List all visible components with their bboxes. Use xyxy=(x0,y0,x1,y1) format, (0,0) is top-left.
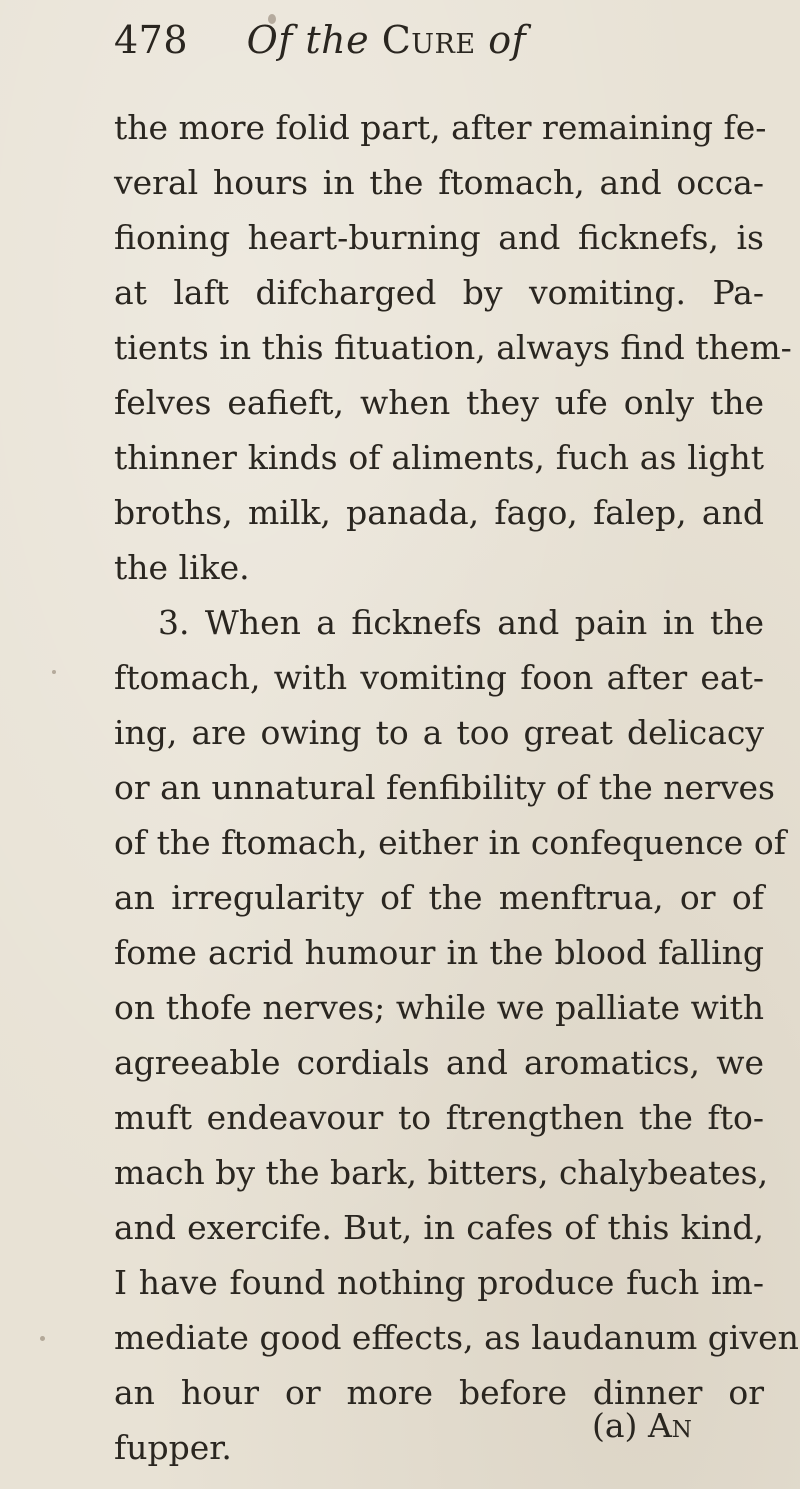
paper-spot xyxy=(52,670,56,674)
text-line: tients in this fituation, always find them- xyxy=(114,328,792,367)
running-title-prefix: Of the xyxy=(246,18,370,62)
text-line: thinner kinds of aliments, fuch as light xyxy=(114,438,764,477)
paper-spot xyxy=(268,14,276,24)
text-line: and exercife. But, in cafes of this kind, xyxy=(114,1208,764,1247)
footnote-marker: (a) xyxy=(592,1406,638,1445)
text-line: felves eafieft, when they ufe only the xyxy=(114,383,764,422)
paragraph-start-line: 3. When a ficknefs and pain in the xyxy=(158,603,764,642)
text-line: I have found nothing produce fuch im- xyxy=(114,1263,764,1302)
text-line: the like. xyxy=(114,548,250,587)
text-line: at laft difcharged by vomiting. Pa- xyxy=(114,273,764,312)
text-line: an irregularity of the menftrua, or of xyxy=(114,878,764,917)
page-number: 478 xyxy=(114,18,189,62)
text-line: of the ftomach, either in confequence of xyxy=(114,823,786,862)
text-line: mach by the bark, bitters, chalybeates, xyxy=(114,1153,769,1192)
text-line: on thofe nerves; while we palliate with xyxy=(114,988,764,1027)
text-line: ing, are owing to a too great delicacy xyxy=(114,713,764,752)
text-line: agreeable cordials and aromatics, we xyxy=(114,1043,764,1082)
catchword xyxy=(592,1406,692,1445)
text-line: an hour or more before dinner or xyxy=(114,1373,764,1412)
paper-spot xyxy=(40,1336,45,1341)
text-line: mediate good effects, as laudanum given xyxy=(114,1318,799,1357)
text-line: muft endeavour to ftrengthen the fto- xyxy=(114,1098,764,1137)
text-line: fupper. xyxy=(114,1428,232,1467)
text-line: or an unnatural fenfibility of the nerves xyxy=(114,768,775,807)
running-title xyxy=(247,18,527,62)
text-line: ftomach, with vomiting foon after eat- xyxy=(114,658,764,697)
text-line: veral hours in the ftomach, and occa- xyxy=(114,163,764,202)
running-title-suffix: of xyxy=(488,18,527,62)
running-header xyxy=(114,18,526,62)
running-title-cure: Cure xyxy=(381,18,476,62)
catchword-text: An xyxy=(647,1406,692,1445)
text-line: broths, milk, panada, fago, falep, and xyxy=(114,493,764,532)
text-line: fioning heart-burning and ficknefs, is xyxy=(114,218,764,257)
text-line: the more folid part, after remaining fe- xyxy=(114,108,767,147)
body-text xyxy=(114,100,799,1475)
text-line: fome acrid humour in the blood falling xyxy=(114,933,764,972)
